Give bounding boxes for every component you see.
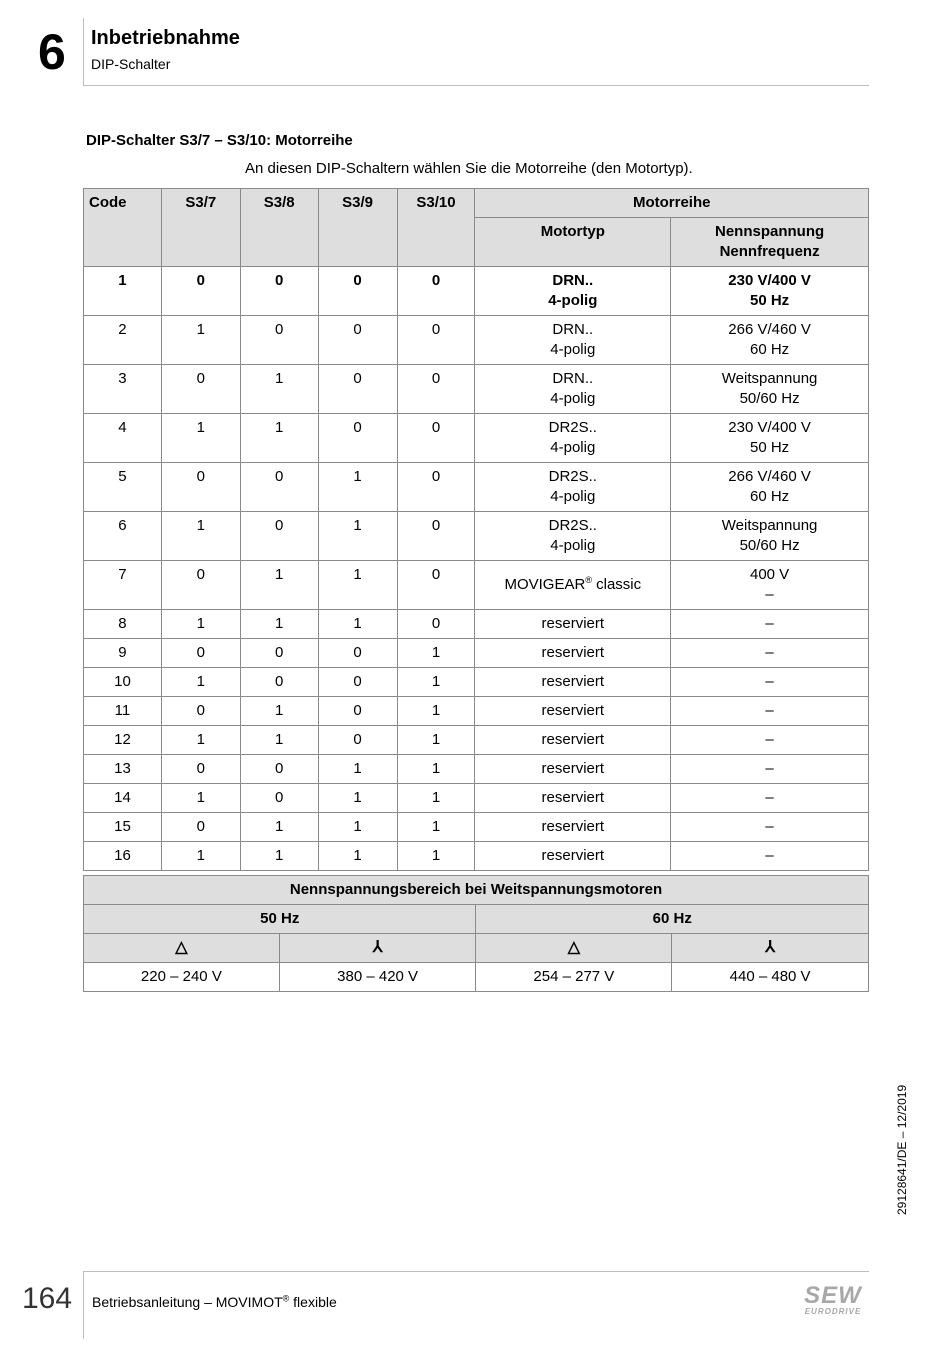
nennfrequenz-value: – (765, 586, 774, 603)
motortyp-cell (475, 561, 671, 610)
table-row (84, 842, 869, 871)
motortyp-cell (475, 316, 671, 365)
motortyp-cell (475, 512, 671, 561)
switch-s3-9-cell: 1 (318, 813, 397, 842)
switch-s3-8-cell: 1 (240, 726, 318, 755)
document-id: 29128641/DE – 12/2019 (895, 1084, 909, 1215)
footer-text-sup: ® (282, 1293, 290, 1304)
switch-s3-7-cell: 0 (161, 755, 240, 784)
motortyp-poles: 4-polig (550, 439, 596, 456)
switch-s3-7-cell: 0 (161, 463, 240, 512)
logo-bottom: EURODRIVE (804, 1307, 862, 1316)
nennwerte-cell: – (671, 726, 869, 755)
motortyp-cell: reserviert (475, 668, 671, 697)
switch-s3-7-cell: 1 (161, 784, 240, 813)
switch-s3-8-cell: 0 (240, 267, 318, 316)
switch-s3-9-cell: 0 (318, 639, 397, 668)
star-icon: ⅄ (672, 934, 869, 963)
nennwerte-cell: – (671, 813, 869, 842)
voltage-range-table (83, 875, 869, 992)
nennwerte-cell (671, 561, 869, 610)
nennwerte-cell (671, 365, 869, 414)
motortyp-name: DR2S.. (548, 419, 597, 436)
motortyp-poles: 4-polig (550, 341, 596, 358)
switch-s3-10-cell: 1 (397, 668, 475, 697)
footer-divider (83, 1271, 84, 1339)
range-value: 220 – 240 V (84, 963, 280, 992)
switch-s3-7-cell: 1 (161, 610, 240, 639)
header-motortyp: Motortyp (475, 218, 671, 267)
chapter-subtitle: DIP-Schalter (91, 56, 171, 72)
motortyp-cell (475, 414, 671, 463)
header-s3-9: S3/9 (318, 189, 397, 267)
switch-s3-7-cell: 0 (161, 813, 240, 842)
motortyp-poles: 4-polig (550, 488, 596, 505)
motortyp-name: DRN.. (552, 321, 594, 338)
table-row (84, 813, 869, 842)
nennwerte-cell (671, 512, 869, 561)
code-cell: 16 (84, 842, 162, 871)
table-row (84, 316, 869, 365)
motortyp-cell: reserviert (475, 610, 671, 639)
motortyp-cell: reserviert (475, 784, 671, 813)
chapter-title: Inbetriebnahme (91, 27, 240, 49)
switch-s3-9-cell: 1 (318, 512, 397, 561)
switch-s3-10-cell: 1 (397, 784, 475, 813)
switch-s3-7-cell: 1 (161, 316, 240, 365)
motortyp-cell: reserviert (475, 842, 671, 871)
nennspannung-value: 266 V/460 V (728, 468, 811, 485)
switch-s3-9-cell: 0 (318, 668, 397, 697)
table-row (84, 463, 869, 512)
motortyp-rest: classic (591, 576, 642, 593)
switch-s3-10-cell: 1 (397, 813, 475, 842)
header-s3-8: S3/8 (240, 189, 318, 267)
switch-s3-10-cell: 0 (397, 561, 475, 610)
table-row (84, 668, 869, 697)
header-nennfrequenz: Nennfrequenz (719, 243, 820, 260)
table-row (84, 755, 869, 784)
nennspannung-value: Weitspannung (721, 370, 818, 387)
nennfrequenz-value: 60 Hz (749, 341, 790, 358)
range-value: 254 – 277 V (476, 963, 672, 992)
footer-text-rest: flexible (289, 1294, 337, 1310)
range-60hz: 60 Hz (476, 905, 869, 934)
header-nennwerte (671, 218, 869, 267)
header-divider (83, 18, 84, 86)
switch-s3-10-cell: 1 (397, 697, 475, 726)
switch-s3-10-cell: 0 (397, 610, 475, 639)
switch-s3-9-cell: 1 (318, 561, 397, 610)
code-cell: 5 (84, 463, 162, 512)
code-cell: 11 (84, 697, 162, 726)
chapter-number: 6 (38, 24, 66, 80)
switch-s3-10-cell: 1 (397, 755, 475, 784)
motortyp-cell: reserviert (475, 755, 671, 784)
motortyp-poles: 4-polig (548, 292, 598, 309)
switch-s3-7-cell: 0 (161, 561, 240, 610)
switch-s3-7-cell: 1 (161, 726, 240, 755)
motortyp-cell (475, 267, 671, 316)
range-value: 440 – 480 V (672, 963, 869, 992)
switch-s3-7-cell: 0 (161, 697, 240, 726)
nennwerte-cell (671, 414, 869, 463)
code-cell: 8 (84, 610, 162, 639)
switch-s3-9-cell: 0 (318, 316, 397, 365)
nennwerte-cell: – (671, 755, 869, 784)
nennspannung-value: Weitspannung (721, 517, 818, 534)
nennwerte-cell: – (671, 668, 869, 697)
header-s3-7: S3/7 (161, 189, 240, 267)
switch-s3-10-cell: 1 (397, 639, 475, 668)
switch-s3-9-cell: 1 (318, 755, 397, 784)
nennwerte-cell: – (671, 639, 869, 668)
switch-s3-9-cell: 1 (318, 784, 397, 813)
table-row (84, 414, 869, 463)
switch-s3-8-cell: 0 (240, 316, 318, 365)
switch-s3-8-cell: 0 (240, 668, 318, 697)
code-cell: 4 (84, 414, 162, 463)
code-cell: 13 (84, 755, 162, 784)
switch-s3-8-cell: 0 (240, 639, 318, 668)
code-cell: 9 (84, 639, 162, 668)
star-icon: ⅄ (279, 934, 476, 963)
table-row (84, 512, 869, 561)
switch-s3-9-cell: 0 (318, 697, 397, 726)
motortyp-cell: reserviert (475, 639, 671, 668)
switch-s3-10-cell: 1 (397, 842, 475, 871)
motortyp-name: DRN.. (552, 370, 594, 387)
motor-series-table (83, 188, 869, 871)
header-s3-10: S3/10 (397, 189, 475, 267)
nennwerte-cell: – (671, 697, 869, 726)
nennspannung-value: 230 V/400 V (728, 272, 811, 289)
switch-s3-10-cell: 0 (397, 365, 475, 414)
table-row (84, 610, 869, 639)
switch-s3-8-cell: 1 (240, 842, 318, 871)
motortyp-name: MOVIGEAR (504, 576, 586, 593)
motortyp-poles: 4-polig (550, 537, 596, 554)
table-row (84, 697, 869, 726)
nennspannung-value: 230 V/400 V (728, 419, 811, 436)
switch-s3-7-cell: 1 (161, 668, 240, 697)
footer-text (92, 1294, 337, 1310)
switch-s3-9-cell: 1 (318, 610, 397, 639)
motortyp-poles: 4-polig (550, 390, 596, 407)
switch-s3-10-cell: 0 (397, 267, 475, 316)
switch-s3-8-cell: 1 (240, 610, 318, 639)
nennwerte-cell (671, 267, 869, 316)
nennfrequenz-value: 50 Hz (749, 439, 790, 456)
code-cell: 2 (84, 316, 162, 365)
switch-s3-9-cell: 0 (318, 267, 397, 316)
table-row (84, 365, 869, 414)
switch-s3-8-cell: 0 (240, 512, 318, 561)
nennwerte-cell: – (671, 610, 869, 639)
nennwerte-cell (671, 463, 869, 512)
table-header-row (84, 189, 869, 218)
footer-text-main: Betriebsanleitung – MOVIMOT (92, 1294, 283, 1310)
section-title: DIP-Schalter S3/7 – S3/10: Motorreihe (86, 132, 353, 149)
nennwerte-cell: – (671, 842, 869, 871)
motortyp-cell (475, 463, 671, 512)
code-cell: 6 (84, 512, 162, 561)
footer-rule (83, 1271, 869, 1272)
delta-icon: △ (84, 934, 280, 963)
range-frequency-row (84, 905, 869, 934)
range-symbol-row (84, 934, 869, 963)
nennspannung-value: 400 V (749, 566, 790, 583)
delta-icon: △ (476, 934, 672, 963)
range-value-row (84, 963, 869, 992)
switch-s3-10-cell: 0 (397, 512, 475, 561)
switch-s3-8-cell: 1 (240, 813, 318, 842)
intro-text: An diesen DIP-Schaltern wählen Sie die Motorreihe (den Motortyp). (245, 160, 693, 177)
range-title-row (84, 876, 869, 905)
motortyp-sup: ® (585, 575, 592, 585)
nennfrequenz-value: 50/60 Hz (739, 537, 800, 554)
header-nennspannung: Nennspannung (715, 223, 825, 240)
code-cell: 14 (84, 784, 162, 813)
switch-s3-10-cell: 0 (397, 316, 475, 365)
table-row (84, 561, 869, 610)
switch-s3-9-cell: 0 (318, 365, 397, 414)
header-motorreihe: Motorreihe (475, 189, 869, 218)
switch-s3-9-cell: 0 (318, 726, 397, 755)
switch-s3-10-cell: 0 (397, 463, 475, 512)
switch-s3-10-cell: 0 (397, 414, 475, 463)
motortyp-cell: reserviert (475, 697, 671, 726)
switch-s3-8-cell: 0 (240, 463, 318, 512)
switch-s3-8-cell: 1 (240, 365, 318, 414)
switch-s3-9-cell: 1 (318, 463, 397, 512)
range-value: 380 – 420 V (279, 963, 476, 992)
table-row (84, 267, 869, 316)
switch-s3-9-cell: 0 (318, 414, 397, 463)
code-cell: 3 (84, 365, 162, 414)
code-cell: 7 (84, 561, 162, 610)
switch-s3-8-cell: 1 (240, 561, 318, 610)
code-cell: 10 (84, 668, 162, 697)
nennfrequenz-value: 50 Hz (749, 292, 790, 309)
switch-s3-7-cell: 0 (161, 639, 240, 668)
motortyp-name: DR2S.. (548, 517, 597, 534)
switch-s3-7-cell: 1 (161, 414, 240, 463)
switch-s3-7-cell: 1 (161, 512, 240, 561)
switch-s3-10-cell: 1 (397, 726, 475, 755)
motortyp-name: DR2S.. (548, 468, 597, 485)
switch-s3-8-cell: 0 (240, 784, 318, 813)
nennwerte-cell (671, 316, 869, 365)
range-title: Nennspannungsbereich bei Weitspannungsmotoren (84, 876, 869, 905)
motortyp-cell: reserviert (475, 813, 671, 842)
table-row (84, 784, 869, 813)
table-row (84, 639, 869, 668)
motortyp-cell: reserviert (475, 726, 671, 755)
switch-s3-7-cell: 0 (161, 365, 240, 414)
switch-s3-8-cell: 1 (240, 697, 318, 726)
range-50hz: 50 Hz (84, 905, 476, 934)
motortyp-cell (475, 365, 671, 414)
switch-s3-7-cell: 0 (161, 267, 240, 316)
header-rule (83, 85, 869, 86)
logo-top: SEW (804, 1282, 862, 1309)
nennspannung-value: 266 V/460 V (728, 321, 811, 338)
code-cell: 15 (84, 813, 162, 842)
nennwerte-cell: – (671, 784, 869, 813)
switch-s3-8-cell: 1 (240, 414, 318, 463)
switch-s3-9-cell: 1 (318, 842, 397, 871)
sew-logo (796, 1284, 870, 1316)
header-code: Code (84, 189, 162, 267)
table-row (84, 726, 869, 755)
code-cell: 12 (84, 726, 162, 755)
nennfrequenz-value: 60 Hz (749, 488, 790, 505)
page-number: 164 (22, 1282, 73, 1315)
code-cell: 1 (84, 267, 162, 316)
switch-s3-7-cell: 1 (161, 842, 240, 871)
motortyp-name: DRN.. (552, 272, 594, 289)
switch-s3-8-cell: 0 (240, 755, 318, 784)
nennfrequenz-value: 50/60 Hz (739, 390, 800, 407)
